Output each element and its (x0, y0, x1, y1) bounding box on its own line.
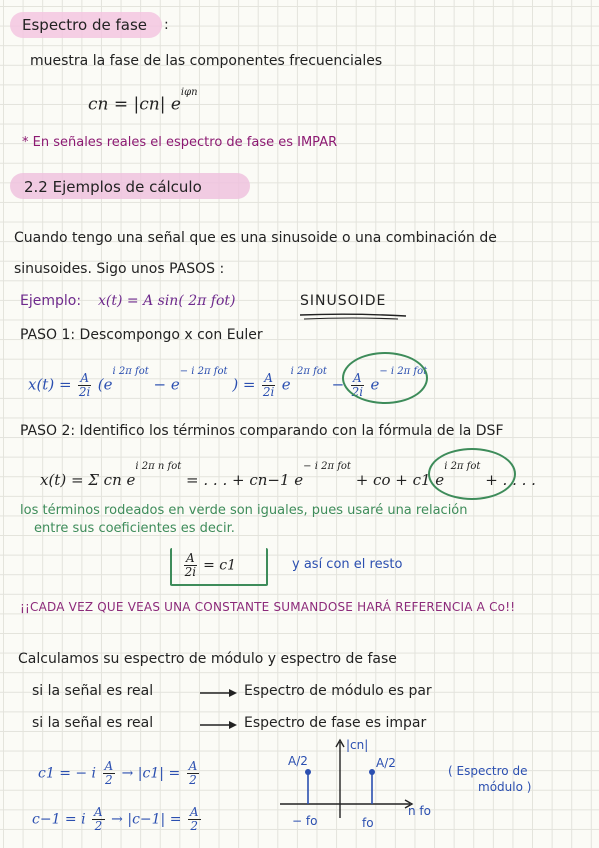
section-heading-fase: Espectro de fase (22, 16, 147, 34)
paso2-text: PASO 2: Identifico los términos comparando con la fórmula de la DSF (20, 423, 504, 439)
boxed-after-text: y así con el resto (292, 557, 403, 572)
intro-line-1: Cuando tengo una señal que es una sinusoide o una combinación de (14, 230, 497, 246)
plot-tick-left: − fo (292, 814, 318, 828)
green-circle-dsf (428, 448, 516, 500)
calc-text: Calculamos su espectro de módulo y espectro de fase (18, 651, 397, 667)
plot-y-label: |cn| (346, 738, 369, 752)
fase-formula: cn = |cn| $e^{i\varphi n}$ (88, 87, 198, 115)
c1-abs-frac: $\frac{A}{2}$ (188, 759, 198, 787)
green-note-line-1: los términos rodeados en verde son iguales, pues usaré una relación (20, 503, 468, 518)
ejemplo-label: Ejemplo: (20, 293, 82, 309)
boxed-equation: $\frac{A}{2i}$ = c1 (184, 551, 237, 579)
cm1-abs-frac: $\frac{A}{2}$ (189, 805, 199, 833)
stem-right-dot (369, 769, 375, 775)
plot-caption-2: módulo ) (478, 780, 532, 794)
intro-line-2: sinusoides. Sigo unos PASOS : (14, 261, 225, 277)
green-note-line-2: entre sus coeficientes es decir. (34, 521, 235, 536)
plot-x-label: n fo (408, 804, 431, 818)
sinusoide-label: SINUSOIDE (300, 293, 387, 309)
warning-text: ¡¡CADA VEZ QUE VEAS UNA CONSTANTE SUMANDOSE HARÁ REFERENCIA A Co!! (20, 600, 516, 614)
c1-frac: $\frac{A}{2}$ (104, 759, 114, 787)
cm1-frac: $\frac{A}{2}$ (94, 805, 103, 833)
rule2-arrow (200, 720, 240, 730)
plot-caption-1: ( Espectro de (448, 764, 528, 778)
rule1-arrow (200, 688, 240, 698)
fase-description: muestra la fase de las componentes frecuenciales (30, 53, 383, 69)
sinusoide-underline (298, 312, 408, 320)
heading-colon: : (164, 17, 169, 33)
boxed-frac: $\frac{A}{2i}$ (184, 551, 197, 579)
section-heading-ejemplos: 2.2 Ejemplos de cálculo (24, 178, 202, 196)
plot-tick-right: fo (362, 816, 374, 830)
plot-right-val: A/2 (376, 756, 396, 770)
fase-impar-note: * En señales reales el espectro de fase es IMPAR (22, 135, 338, 150)
cm1-equation: c−1 = i $\frac{A}{2}$ → |c−1| = $\frac{A}{2}$ (32, 805, 199, 833)
c1-equation: c1 = − i $\frac{A}{2}$ → |c1| = $\frac{A}{2}$ (38, 759, 198, 787)
rule1-condition: si la señal es real (32, 683, 154, 699)
euler-equation: x(t) = $\frac{A}{2i}$ ($e^{i 2\pi fot} - e^{- i 2\pi fot}$ ) = $\frac{A}{2i}$ $e^{i 2\pi fot}$ − $\frac{A}{2i}$ $e^{- i 2\pi fot}$ (28, 365, 428, 399)
paso1-text: PASO 1: Descompongo x con Euler (20, 327, 263, 343)
ejemplo-equation: x(t) = A sin( 2π fot) (98, 293, 236, 309)
plot-left-val: A/2 (288, 754, 308, 768)
rule1-result: Espectro de módulo es par (244, 683, 432, 699)
euler-frac-3: $\frac{A}{2i}$ (351, 371, 364, 399)
rule2-condition: si la señal es real (32, 715, 154, 731)
formula-exponent: iφn (180, 87, 198, 98)
euler-frac-1: $\frac{A}{2i}$ (78, 371, 91, 399)
green-circle-euler (342, 352, 428, 404)
dsf-equation: x(t) = Σ cn $e^{i 2\pi n fot}$ = . . . + cn−1 $e^{- i 2\pi fot}$ + co + c1 $e^{i 2\pi fot}$ + . . . . (40, 461, 536, 489)
euler-frac-2: $\frac{A}{2i}$ (262, 371, 275, 399)
rule2-result: Espectro de fase es impar (244, 715, 427, 731)
